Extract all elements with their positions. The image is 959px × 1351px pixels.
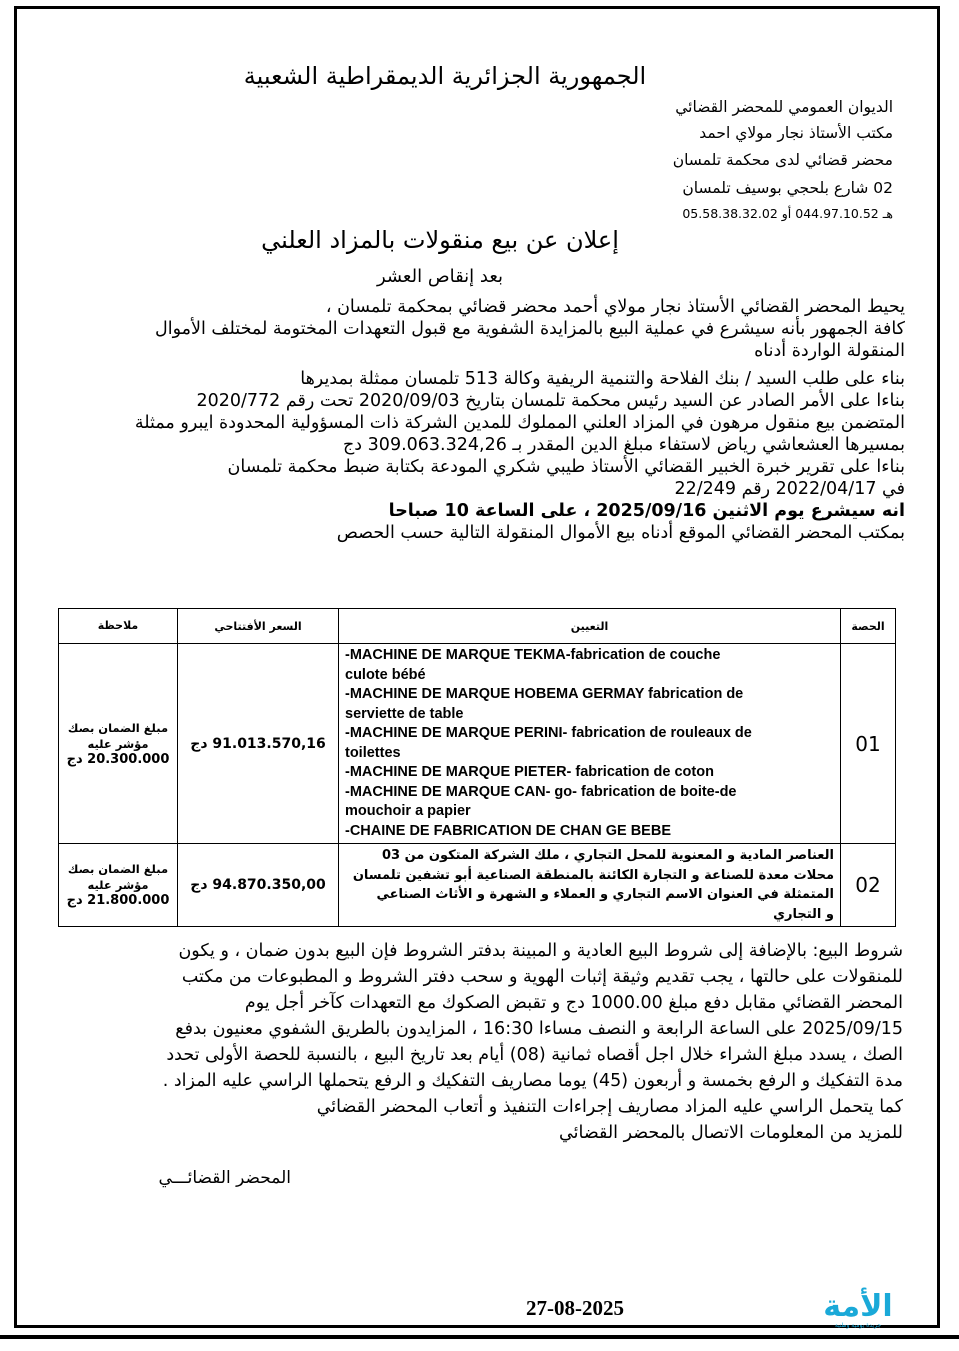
- description-line: و التجاري: [773, 906, 834, 922]
- terms-line: 2025/09/15 على الساعة الرابعة و النصف مساءا 16:30 ، المزايدون بالطريق الشفوي معنيون بدفع: [175, 1019, 903, 1039]
- lot-number: 02: [841, 844, 896, 927]
- terms-line: الصك ، يسدد مبلغ الشراء خلال اجل أقصاه ثمانية (08) أيام بعد تاريخ البيع ، بالنسبة للحصة الأولى تحدد: [166, 1045, 903, 1065]
- terms-line: كما يتحمل الراسي عليه المزاد مصاريف إجراءات التنفيذ و أتعاب المحضر القضائي: [316, 1097, 903, 1117]
- paragraph-line: بمسيرها العشعاشي رياض لاستفاء مبلغ الدين المقدر بـ 309.063.324,26 دج: [343, 435, 905, 455]
- sale-terms: [51, 938, 903, 1146]
- description-line: المتمثلة في العنوان الاسم التجاري و العملاء و الشهرة و الأثاث الصناعي: [376, 887, 834, 902]
- description-line: -MACHINE DE MARQUE PIETER- fabrication de coton: [345, 764, 714, 780]
- description-line: محلات معدة للصناعة و التجارة الكائنة بالمنطقة الصناعية أبو تشفين تلمسان: [352, 867, 834, 883]
- header-note: ملاحظة: [59, 609, 178, 644]
- lot-description: [339, 644, 841, 844]
- paragraph-line: المتضمن بيع منقول مرهون في المزاد العلني المملوك للمدين الشركة ذات المسؤولية المحدودة ايبرو ممثلة: [134, 413, 905, 433]
- opening-price: 91.013.570,16 دج: [178, 644, 339, 844]
- opening-price: 94.870.350,00 دج: [178, 844, 339, 927]
- paragraph-line: بناءا على الأمر الصادر عن السيد رئيس محكمة تلمسان بتاريخ 2020/09/03 تحت رقم 2020/772: [196, 391, 905, 411]
- office-name: الديوان العمومي للمحضر القضائي: [675, 98, 893, 116]
- terms-line: المحضر القضائي مقابل دفع مبلغ 1000.00 دج و تقبض الصكوك مع التعهدات كآخر أجل يوم: [244, 993, 903, 1013]
- description-line: toilettes: [345, 744, 401, 761]
- announcement-title: إعلان عن بيع منقولات بالمزاد العلني: [261, 226, 619, 254]
- publication-date: 27-08-2025: [526, 1296, 624, 1320]
- description-line: -CHAINE DE FABRICATION DE CHAN GE BEBE: [345, 822, 671, 839]
- description-line: -MACHINE DE MARQUE TEKMA-fabrication de couche: [345, 647, 721, 663]
- description-line: -MACHINE DE MARQUE PERINI- fabrication de rouleaux de: [345, 725, 752, 741]
- sale-date-line: انه سيشرع يوم الاثنين 2025/09/16 ، على الساعة 10 صباحا: [388, 501, 905, 521]
- header-description: التعيين: [339, 609, 841, 644]
- note-line: 20.300.000 دج: [66, 751, 170, 767]
- terms-line: للمنقولات على حالتها ، يجب تقديم وثيقة إثبات الهوية و سحب دفتر الشروط و المطبوعات من مكتب: [181, 967, 903, 987]
- paragraph-line: في 2022/04/17 رقم 22/249: [674, 479, 905, 499]
- header-lot: الحصة: [841, 609, 896, 644]
- description-line: culote bébé: [345, 666, 426, 683]
- table-header-row: [59, 609, 896, 644]
- bailiff-signature: المحضر القضائـــي: [158, 1168, 291, 1188]
- paragraph-line: بناء على طلب السيد / بنك الفلاحة والتنمية الريفية وكالة 513 تلمسان ممثلة بمديرها: [300, 369, 905, 389]
- bottom-rule: [0, 1335, 959, 1339]
- note-line: مبلغ الضمان بصك: [67, 862, 169, 876]
- description-line: -MACHINE DE MARQUE CAN- go- fabrication de boite-de: [345, 783, 737, 800]
- description-line: العناصر المادية و المعنوية للمحل التجاري ، ملك الشركة المتكون من 03: [381, 848, 834, 863]
- bureau-name: مكتب الأستاذ نجار مولاي احمد: [699, 124, 893, 142]
- table-row: [59, 644, 896, 844]
- lot-description: [339, 844, 841, 927]
- table-row: [59, 844, 896, 927]
- description-line: -MACHINE DE MARQUE HOBEMA GERMAY fabrication de: [345, 686, 744, 702]
- paragraph-line: بناءا على تقرير خبرة الخبير القضائي الأستاذ طيبي شكري المودعة بكتابة ضبط محكمة تلمسان: [227, 457, 905, 477]
- paragraph-line: يحيط المحضر القضائي الأستاذ نجار مولاي أحمد محضر قضائي بمحكمة تلمسان ،: [325, 297, 905, 317]
- lot-number: 01: [841, 644, 896, 844]
- sale-location-line: بمكتب المحضر القضائي الموقع أدناه بيع الأموال المنقولة التالية حسب الحصص: [336, 523, 905, 543]
- office-address: 02 شارع بلحجي بوسيف تلمسان: [682, 179, 893, 197]
- guarantee-note: [59, 844, 178, 927]
- guarantee-note: [59, 644, 178, 844]
- note-line: مبلغ الضمان بصك: [67, 720, 169, 735]
- newspaper-logo: [796, 1286, 920, 1330]
- announcement-subtitle: بعد إنقاص العشر: [376, 266, 504, 287]
- header-price: السعر الأفتتاحي: [178, 609, 339, 644]
- note-line: مؤشر عليه: [87, 878, 149, 892]
- note-line: 21.800.000 دج: [66, 893, 170, 908]
- bailiff-role: محضر قضائي لدى محكمة تلمسان: [672, 151, 893, 169]
- terms-line: مدة التفكيك و الرفع بخمسة و أربعون (45) يوما مصاريف التفكيك و الرفع يتحملها الراسي عليه المزاد .: [162, 1071, 903, 1091]
- terms-line: للمزيد من المعلومات الاتصال بالمحضر القضائي: [559, 1123, 903, 1143]
- announcement-paragraph: [97, 296, 905, 544]
- terms-line: شروط البيع: بالإضافة إلى شروط البيع العادية و المبينة بدفتر الشروط فإن البيع بدون ضمان ، و يكون: [178, 941, 903, 961]
- paragraph-line: المنقولة الواردة أدناه: [754, 341, 905, 361]
- lots-table: [58, 608, 896, 927]
- logo-text: الأمة: [823, 1289, 893, 1324]
- description-line: serviette de table: [345, 705, 464, 722]
- description-line: mouchoir a papier: [345, 803, 471, 819]
- logo-tagline: جريدة يومية وطنية: [834, 1322, 882, 1329]
- phone-numbers: هـ 044.97.10.52 أو 05.58.38.32.02: [682, 206, 893, 221]
- republic-heading: الجمهورية الجزائرية الديمقراطية الشعبية: [243, 62, 647, 90]
- paragraph-line: كافة الجمهور بأنه سيشرع في عملية البيع بالمزايدة الشفوية مع قبول التعهدات المختومة لمختلف الأموال: [155, 319, 905, 339]
- note-line: مؤشر عليه: [87, 736, 149, 751]
